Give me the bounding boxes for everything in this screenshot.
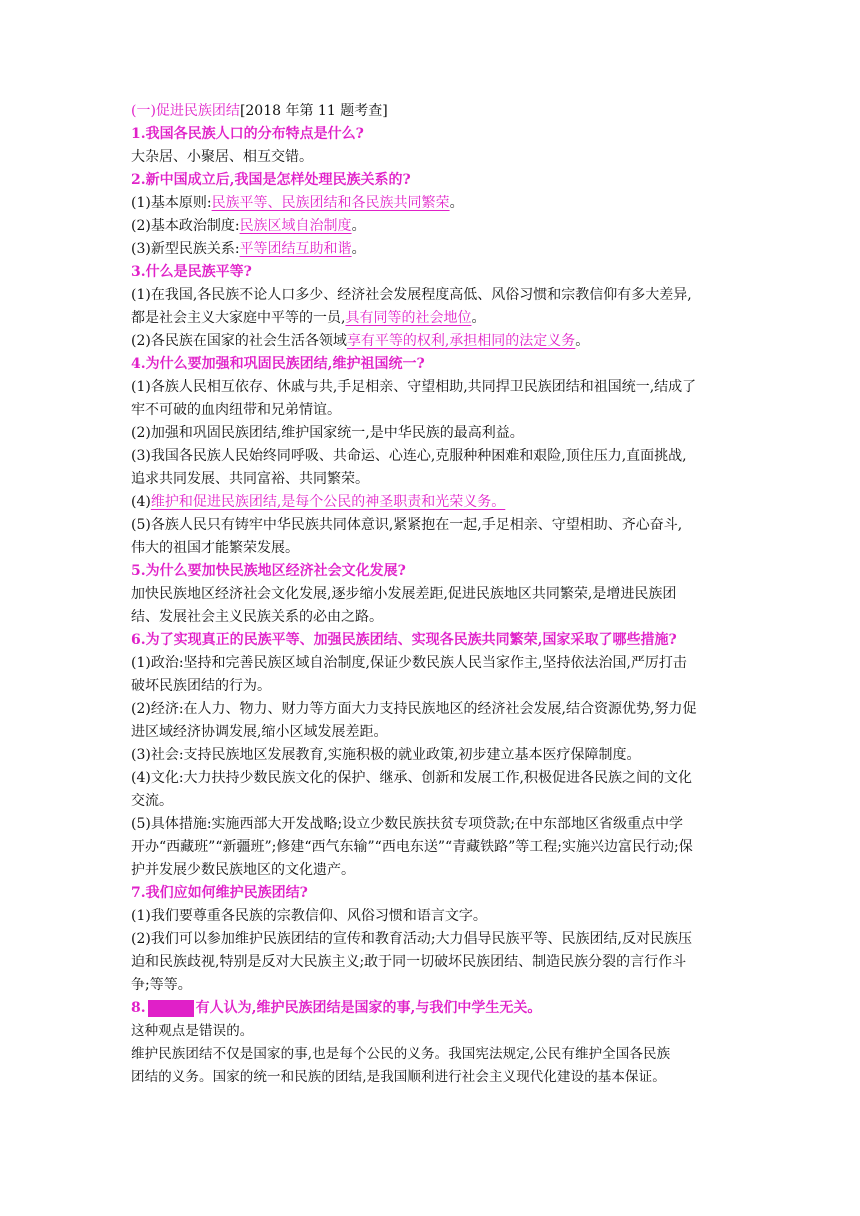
question-6-title: 6.为了实现真正的民族平等、加强民族团结、实现各民族共同繁荣,国家采取了哪些措施? xyxy=(131,632,677,648)
question-7-answer-2-line-2: 迫和民族歧视,特别是反对大民族主义;敢于同一切破坏民族团结、制造民族分裂的言行作斗 xyxy=(131,954,687,970)
question-5-answer-line-1: 加快民族地区经济社会文化发展,逐步缩小发展差距,促进民族地区共同繁荣,是增进民族团 xyxy=(131,586,677,602)
question-6-answer-5-line-2: 开办“西藏班”“新疆班”;修建“西气东输”“西电东送”“青藏铁路”等工程;实施兴边富民行动;保 xyxy=(131,839,693,855)
answer-suffix: 。 xyxy=(449,195,464,211)
question-4-answer-4 xyxy=(131,491,731,514)
question-7-title: 7.我们应如何维护民族团结? xyxy=(131,885,308,901)
question-2-title: 2.新中国成立后,我国是怎样处理民族关系的? xyxy=(131,172,411,188)
key-phrase: 享有平等的权利,承担相同的法定义务 xyxy=(346,333,576,349)
answer-prefix: (4) xyxy=(131,494,151,510)
section-title: (一)促进民族团结 xyxy=(131,103,240,119)
answer-suffix: 。 xyxy=(351,241,366,257)
question-5-answer-line-2: 结、发展社会主义民族关系的必由之路。 xyxy=(131,609,383,625)
answer-prefix: (2)基本政治制度: xyxy=(131,218,240,234)
question-4-answer-5-line-2: 伟大的祖国才能繁荣发展。 xyxy=(131,540,299,556)
question-3-answer-1-line-2 xyxy=(131,307,731,330)
key-phrase: 民族平等、民族团结和各民族共同繁荣 xyxy=(211,195,450,211)
question-3-title: 3.什么是民族平等? xyxy=(131,264,252,280)
question-5-title: 5.为什么要加快民族地区经济社会文化发展? xyxy=(131,563,406,579)
answer-prefix: (3)新型民族关系: xyxy=(131,241,240,257)
question-8-answer-line-1: 这种观点是错误的。 xyxy=(131,1023,254,1039)
question-1-answer: 大杂居、小聚居、相互交错。 xyxy=(131,149,313,165)
answer-suffix: 。 xyxy=(351,218,366,234)
question-2-answer-1 xyxy=(131,192,731,215)
question-4-answer-5-line-1: (5)各族人民只有铸牢中华民族共同体意识,紧紧抱在一起,手足相亲、守望相助、齐心奋斗, xyxy=(131,517,683,533)
question-2-answer-2 xyxy=(131,215,731,238)
answer-suffix: 。 xyxy=(471,310,486,326)
question-6-answer-5-line-3: 护并发展少数民族地区的文化遗产。 xyxy=(131,862,355,878)
key-phrase: 平等团结互助和谐 xyxy=(239,241,352,257)
question-4-answer-1-line-2: 牢不可破的血肉纽带和兄弟情谊。 xyxy=(131,402,341,418)
highlight-box xyxy=(148,1000,194,1017)
key-phrase: 具有同等的社会地位 xyxy=(345,310,472,326)
question-6-answer-4-line-1: (4)文化:大力扶持少数民族文化的保护、继承、创新和发展工作,积极促进各民族之间的文化 xyxy=(131,770,692,786)
answer-text: 都是社会主义大家庭中平等的一员, xyxy=(131,310,346,326)
question-8-answer-line-3: 团结的义务。国家的统一和民族的团结,是我国顺利进行社会主义现代化建设的基本保证。 xyxy=(131,1069,666,1085)
question-6-answer-1-line-2: 破坏民族团结的行为。 xyxy=(131,678,271,694)
question-7-answer-2-line-3: 争;等等。 xyxy=(131,977,192,993)
question-8-answer xyxy=(131,1020,731,1089)
question-3-answer-2 xyxy=(131,330,731,353)
question-4-answer-2: (2)加强和巩固民族团结,维护国家统一,是中华民族的最高利益。 xyxy=(131,425,524,441)
question-6-answer-1-line-1: (1)政治:坚持和完善民族区域自治制度,保证少数民族人民当家作主,坚持依法治国,严厉打击 xyxy=(131,655,687,671)
answer-prefix: (2)各民族在国家的社会生活各领域 xyxy=(131,333,347,349)
question-2-answer-3 xyxy=(131,238,731,261)
answer-suffix: 。 xyxy=(575,333,590,349)
document-body xyxy=(131,100,731,1089)
question-4-answer-3-line-1: (3)我国各民族人民始终同呼吸、共命运、心连心,克服种种困难和艰险,顶住压力,直面挑战, xyxy=(131,448,687,464)
question-1-title: 1.我国各民族人口的分布特点是什么? xyxy=(131,126,364,142)
question-6-answer-2-line-2: 进区域经济协调发展,缩小区域发展差距。 xyxy=(131,724,388,740)
question-8-title: 有人认为,维护民族团结是国家的事,与我们中学生无关。 xyxy=(195,1000,542,1016)
question-8-title-row xyxy=(131,997,731,1020)
question-6-answer-3: (3)社会:支持民族地区发展教育,实施积极的就业政策,初步建立基本医疗保障制度。 xyxy=(131,747,641,763)
key-phrase: 维护和促进民族团结,是每个公民的神圣职责和光荣义务。 xyxy=(150,494,506,510)
question-7-answer-1: (1)我们要尊重各民族的宗教信仰、风俗习惯和语言文字。 xyxy=(131,908,487,924)
question-8-answer-line-2: 维护民族团结不仅是国家的事,也是每个公民的义务。我国宪法规定,公民有维护全国各民族 xyxy=(131,1046,671,1062)
question-6-answer-4-line-2: 交流。 xyxy=(131,793,173,809)
question-4-title: 4.为什么要加强和巩固民族团结,维护祖国统一? xyxy=(131,356,425,372)
question-4-answer-3-line-2: 追求共同发展、共同富裕、共同繁荣。 xyxy=(131,471,369,487)
question-6-answer-2-line-1: (2)经济:在人力、物力、财力等方面大力支持民族地区的经济社会发展,结合资源优势,努力促 xyxy=(131,701,697,717)
section-heading xyxy=(131,100,731,123)
question-7-answer-2-line-1: (2)我们可以参加维护民族团结的宣传和教育活动;大力倡导民族平等、民族团结,反对民族压 xyxy=(131,931,692,947)
section-note: [2018 年第 11 题考查] xyxy=(239,103,388,119)
question-3-answer-1-line-1: (1)在我国,各民族不论人口多少、经济社会发展程度高低、风俗习惯和宗教信仰有多大差异, xyxy=(131,287,692,303)
question-6-answer-5-line-1: (5)具体措施:实施西部大开发战略;设立少数民族扶贫专项贷款;在中东部地区省级重点中学 xyxy=(131,816,683,832)
question-4-answer-1-line-1: (1)各族人民相互依存、休戚与共,手足相亲、守望相助,共同捍卫民族团结和祖国统一,结成了 xyxy=(131,379,697,395)
question-8-number: 8. xyxy=(131,1000,146,1016)
key-phrase: 民族区域自治制度 xyxy=(239,218,352,234)
answer-prefix: (1)基本原则: xyxy=(131,195,212,211)
